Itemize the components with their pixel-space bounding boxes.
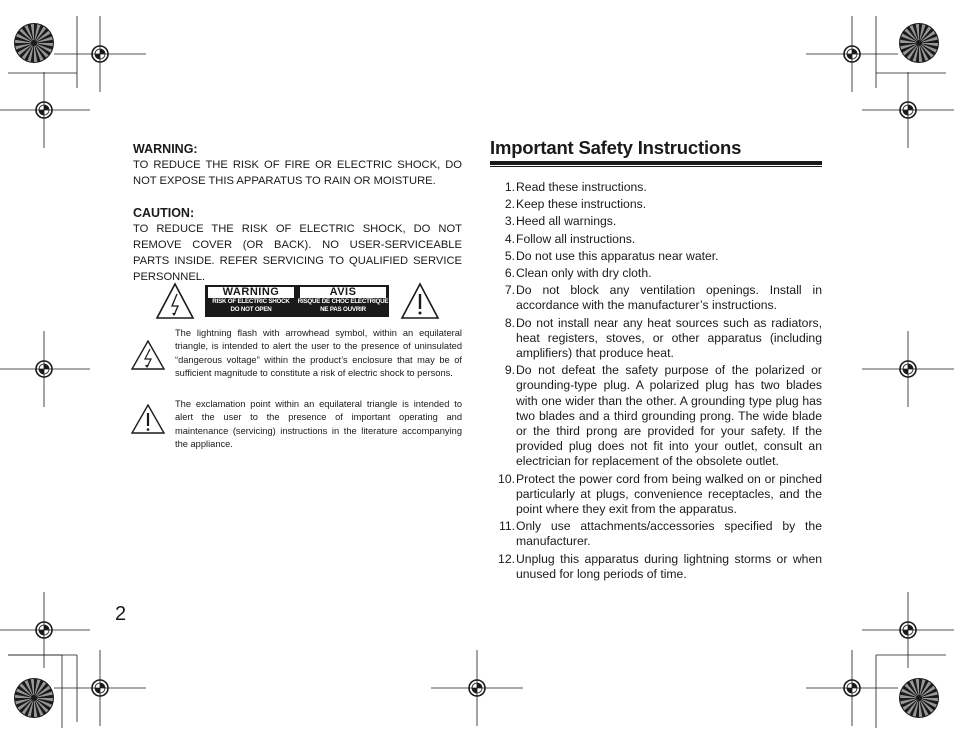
lightning-symbol-explanation <box>130 327 462 380</box>
warning-label <box>205 285 297 317</box>
list-item-number: 1. <box>504 180 515 194</box>
list-item <box>490 283 822 313</box>
list-item <box>490 197 822 212</box>
list-item-text: Keep these instructions. <box>516 197 647 212</box>
warning-label-line1: RISK OF ELECTRIC SHOCK <box>212 298 290 305</box>
caution-body: TO REDUCE THE RISK OF ELECTRIC SHOCK, DO NOT REMOVE COVER (OR BACK). NO USER-SERVICEABLE PARTS INSIDE. REFER SERVICING TO QUALIFIED SERVICE PERSONNEL. <box>133 223 462 283</box>
registration-mark-icon <box>54 16 146 92</box>
warning-label-row <box>155 282 440 322</box>
list-item <box>490 472 822 518</box>
list-item <box>490 316 822 362</box>
list-item-text: Do not defeat the safety purpose of the polarized or grounding-type plug. A polarized plug has two blades with one wider than the other. A grounding type plug has two blades and a third grounding prong. The wide blade or the third prong are provided for your safety. If the provided plug does not fit into your outlet, consult an electrician for replacement of the obsolete outlet. <box>516 363 822 469</box>
warning-label-line2: DO NOT OPEN <box>230 306 272 313</box>
exclamation-symbol-explanation <box>130 398 462 451</box>
list-item-text: Do not install near any heat sources such as radiators, heat registers, stoves, or other apparatus (including amplifiers) that produce heat. <box>516 315 822 361</box>
list-item-number: 11. <box>498 519 515 534</box>
list-item <box>490 552 822 582</box>
list-item <box>490 249 822 264</box>
avis-label-line2: NE PAS OUVRIR <box>320 306 366 313</box>
registration-mark-icon <box>0 592 90 668</box>
lightning-symbol-text: The lightning flash with arrowhead symbol, within an equilateral triangle, is intended to alert the user to the presence of uninsulated “dangerous voltage” within the product’s enclosure that may be of sufficient magnitude to constitute a risk of electric shock to persons. <box>175 328 462 378</box>
list-item-number: 9. <box>504 363 515 378</box>
caution-heading: CAUTION: <box>133 206 195 220</box>
registration-mark-icon <box>806 16 898 92</box>
warning-column <box>133 141 462 285</box>
list-item-number: 5. <box>504 248 515 263</box>
registration-mark-icon <box>0 72 90 148</box>
instruction-list <box>490 180 822 582</box>
list-item-text: Only use attachments/accessories specified by the manufacturer. <box>516 519 822 549</box>
warning-heading: WARNING: <box>133 142 198 156</box>
registration-mark-icon <box>862 331 954 407</box>
list-item <box>490 363 822 469</box>
list-item <box>490 232 822 247</box>
list-item-number: 7. <box>504 283 515 298</box>
list-item <box>490 214 822 229</box>
exclamation-triangle-icon <box>400 282 440 320</box>
list-item-text: Clean only with dry cloth. <box>516 266 652 281</box>
exclamation-triangle-icon <box>130 403 166 435</box>
list-item-text: Read these instructions. <box>516 180 647 194</box>
lightning-triangle-icon <box>155 282 195 320</box>
page-number: 2 <box>115 603 127 625</box>
list-item-number: 3. <box>504 214 515 229</box>
list-item-text: Do not block any ventilation openings. Install in accordance with the manufacturer’s instructions. <box>516 283 822 313</box>
list-item <box>490 180 822 195</box>
color-starburst-icon <box>899 678 939 718</box>
color-starburst-icon <box>14 23 54 63</box>
page-title: Important Safety Instructions <box>490 137 742 158</box>
list-item-number: 10. <box>498 471 515 486</box>
title-rule-thin <box>490 166 822 167</box>
avis-label <box>297 285 389 317</box>
list-item-text: Unplug this apparatus during lightning storms or when unused for long periods of time. <box>516 551 822 581</box>
registration-mark-icon <box>0 331 90 407</box>
list-item-text: Heed all warnings. <box>516 214 617 229</box>
registration-mark-icon <box>431 650 523 726</box>
avis-label-title: AVIS <box>300 287 386 298</box>
list-item-text: Follow all instructions. <box>516 231 636 246</box>
exclamation-symbol-text: The exclamation point within an equilateral triangle is intended to alert the user to the presence of important operating and maintenance (servicing) instructions in the literature accompanying the appliance. <box>175 399 462 449</box>
list-item-text: Do not use this apparatus near water. <box>516 248 719 263</box>
registration-mark-icon <box>806 650 898 726</box>
lightning-triangle-icon <box>130 339 166 371</box>
list-item <box>490 266 822 281</box>
list-item-number: 12. <box>498 551 515 566</box>
list-item-number: 6. <box>504 266 515 281</box>
list-item-number: 4. <box>504 231 515 246</box>
list-item-number: 2. <box>504 197 515 212</box>
title-rule-thick <box>490 161 822 165</box>
avis-label-line1: RISQUE DE CHOC ELECTRIQUE <box>297 298 389 305</box>
warning-body: TO REDUCE THE RISK OF FIRE OR ELECTRIC SHOCK, DO NOT EXPOSE THIS APPARATUS TO RAIN OR MOISTURE. <box>133 159 462 187</box>
registration-mark-icon <box>54 650 146 726</box>
color-starburst-icon <box>899 23 939 63</box>
list-item <box>490 519 822 549</box>
safety-instructions <box>490 137 822 584</box>
list-item-text: Protect the power cord from being walked on or pinched particularly at plugs, convenience receptacles, and the point where they exit from the apparatus. <box>516 471 822 517</box>
color-starburst-icon <box>14 678 54 718</box>
list-item-number: 8. <box>504 315 515 330</box>
warning-label-title: WARNING <box>208 287 294 298</box>
